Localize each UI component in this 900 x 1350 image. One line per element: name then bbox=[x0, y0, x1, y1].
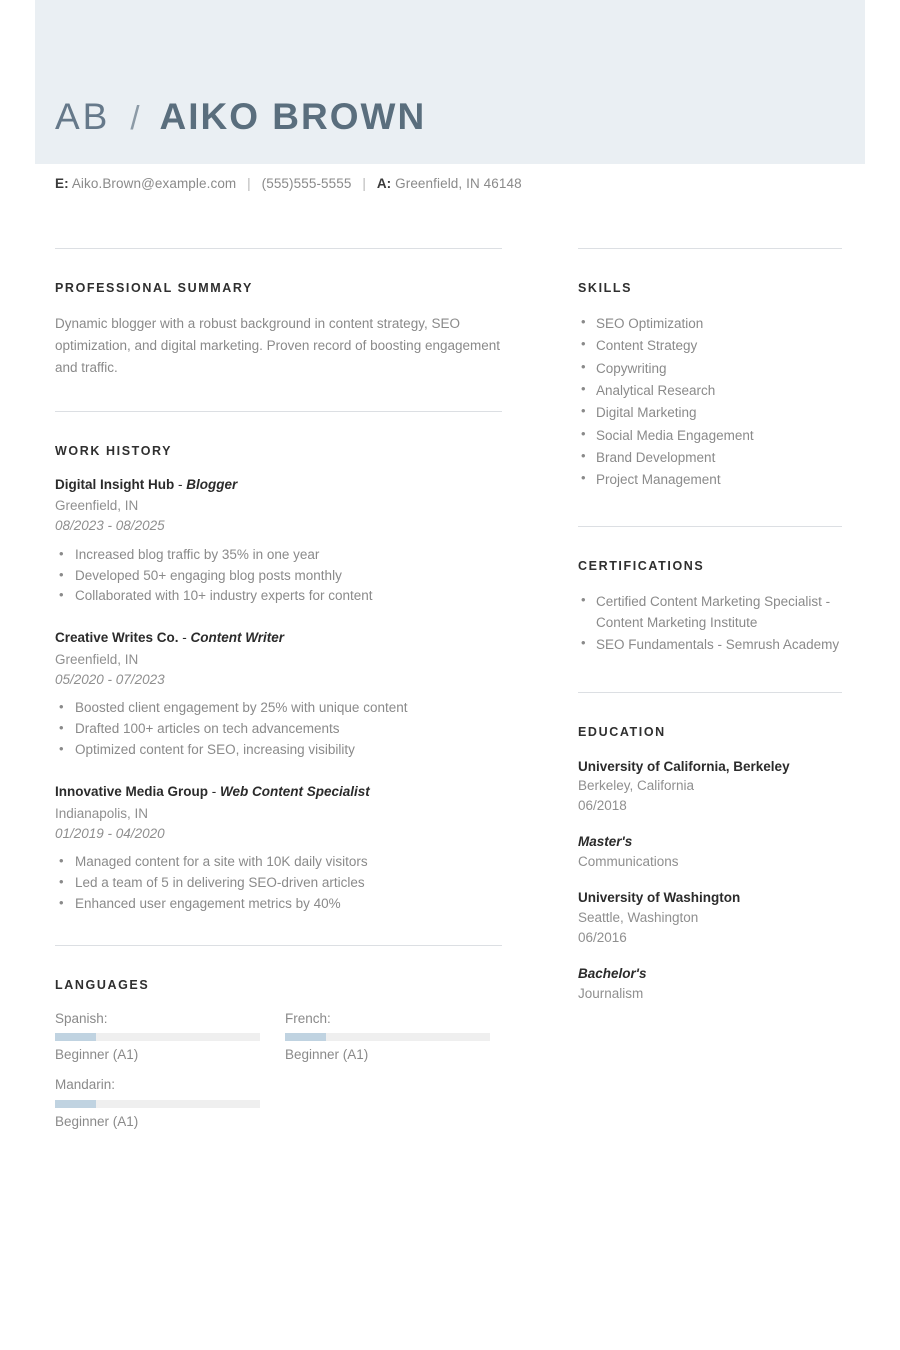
section-title-education: EDUCATION bbox=[578, 724, 666, 739]
language-item bbox=[55, 1010, 260, 1064]
section-title-certifications: CERTIFICATIONS bbox=[578, 558, 705, 573]
education-entry bbox=[578, 757, 842, 816]
job-location: Greenfield, IN bbox=[55, 498, 139, 514]
education-location: Berkeley, California bbox=[578, 778, 695, 794]
language-proficiency-bar bbox=[55, 1100, 260, 1108]
skill-item: • Social Media Engagement bbox=[578, 425, 842, 446]
language-proficiency-fill bbox=[55, 1100, 96, 1108]
job-bullets bbox=[55, 545, 502, 608]
language-proficiency-bar bbox=[285, 1033, 490, 1041]
certifications-list bbox=[578, 591, 842, 656]
skill-item: • Content Strategy bbox=[578, 335, 842, 356]
language-name: Spanish: bbox=[55, 1010, 108, 1026]
divider-certifications bbox=[578, 526, 842, 527]
job-dates: 01/2019 - 04/2020 bbox=[55, 825, 165, 841]
job-bullet: • Collaborated with 10+ industry experts for content bbox=[55, 586, 502, 607]
name-separator: / bbox=[130, 99, 140, 136]
education-school: University of Washington bbox=[578, 890, 741, 906]
job-title-line bbox=[55, 629, 502, 648]
skill-item: • Project Management bbox=[578, 469, 842, 490]
phone-value: (555)555-5555 bbox=[261, 176, 352, 191]
skill-item: • Digital Marketing bbox=[578, 402, 842, 423]
job-company: Creative Writes Co. bbox=[55, 630, 179, 646]
skills-list bbox=[578, 313, 842, 491]
divider-languages bbox=[55, 945, 502, 946]
contact-separator-1: | bbox=[247, 176, 251, 191]
job-bullet: • Developed 50+ engaging blog posts monthly bbox=[55, 566, 502, 587]
education-list bbox=[578, 757, 842, 1004]
job-company: Innovative Media Group bbox=[55, 784, 209, 800]
education-field: Journalism bbox=[578, 985, 644, 1001]
education-date: 06/2016 bbox=[578, 929, 627, 945]
contact-line bbox=[55, 176, 522, 191]
section-title-skills: SKILLS bbox=[578, 281, 633, 295]
skill-item: • SEO Optimization bbox=[578, 313, 842, 334]
education-degree-entry bbox=[578, 964, 842, 1003]
job-location: Indianapolis, IN bbox=[55, 806, 149, 822]
education-degree-entry bbox=[578, 832, 842, 871]
name-heading bbox=[55, 98, 426, 135]
job-dash: - bbox=[174, 476, 187, 492]
job-role: Blogger bbox=[186, 476, 238, 492]
education-school: University of California, Berkeley bbox=[578, 758, 790, 774]
job-bullets bbox=[55, 852, 502, 915]
job-entry bbox=[55, 629, 502, 761]
contact-separator-2: | bbox=[362, 176, 366, 191]
email-value: Aiko.Brown@example.com bbox=[71, 176, 237, 191]
education-field: Communications bbox=[578, 853, 679, 869]
job-dash: - bbox=[208, 784, 221, 800]
job-bullet: • Enhanced user engagement metrics by 40% bbox=[55, 894, 502, 915]
full-name: AIKO BROWN bbox=[159, 96, 427, 137]
education-degree: Bachelor's bbox=[578, 966, 647, 982]
certification-item: • SEO Fundamentals - Semrush Academy bbox=[578, 634, 842, 655]
section-title-summary: PROFESSIONAL SUMMARY bbox=[55, 281, 253, 295]
address-label: A: bbox=[376, 176, 392, 191]
address-value: Greenfield, IN 46148 bbox=[395, 176, 522, 191]
language-level: Beginner (A1) bbox=[55, 1047, 139, 1063]
skill-item: • Brand Development bbox=[578, 447, 842, 468]
skill-item: • Copywriting bbox=[578, 358, 842, 379]
job-bullets bbox=[55, 698, 502, 761]
divider-education bbox=[578, 692, 842, 693]
job-bullet: • Drafted 100+ articles on tech advancements bbox=[55, 719, 502, 740]
job-bullet: • Boosted client engagement by 25% with unique content bbox=[55, 698, 502, 719]
right-column bbox=[578, 248, 842, 1020]
certification-item: • Certified Content Marketing Specialist - Content Marketing Institute bbox=[578, 591, 842, 634]
left-column bbox=[55, 248, 502, 1130]
languages-grid bbox=[55, 1010, 502, 1130]
work-history-list bbox=[55, 476, 502, 915]
language-name: French: bbox=[285, 1010, 331, 1026]
summary-text: Dynamic blogger with a robust background in content strategy, SEO optimization, and digital marketing. Proven record of boosting engagement and traffic. bbox=[55, 316, 501, 375]
job-entry bbox=[55, 783, 502, 915]
education-location: Seattle, Washington bbox=[578, 909, 699, 925]
job-bullet: • Increased blog traffic by 35% in one year bbox=[55, 545, 502, 566]
language-item bbox=[55, 1076, 260, 1130]
section-title-languages: LANGUAGES bbox=[55, 977, 150, 992]
language-name: Mandarin: bbox=[55, 1077, 116, 1093]
initials-monogram: AB bbox=[55, 96, 111, 137]
job-role: Web Content Specialist bbox=[220, 784, 370, 800]
section-title-work-history: WORK HISTORY bbox=[55, 443, 173, 458]
job-entry bbox=[55, 476, 502, 608]
job-bullet: • Led a team of 5 in delivering SEO-driven articles bbox=[55, 873, 502, 894]
job-role: Content Writer bbox=[190, 630, 285, 646]
skill-item: • Analytical Research bbox=[578, 380, 842, 401]
job-location: Greenfield, IN bbox=[55, 652, 139, 668]
job-dates: 08/2023 - 08/2025 bbox=[55, 518, 165, 534]
job-bullet: • Managed content for a site with 10K daily visitors bbox=[55, 852, 502, 873]
job-dash: - bbox=[178, 630, 191, 646]
language-proficiency-fill bbox=[285, 1033, 326, 1041]
education-date: 06/2018 bbox=[578, 797, 627, 813]
job-title-line bbox=[55, 783, 502, 802]
job-company: Digital Insight Hub bbox=[55, 476, 175, 492]
language-proficiency-bar bbox=[55, 1033, 260, 1041]
divider-summary bbox=[55, 248, 502, 249]
language-item bbox=[285, 1010, 490, 1064]
education-entry bbox=[578, 888, 842, 947]
language-level: Beginner (A1) bbox=[55, 1113, 139, 1129]
header-banner bbox=[35, 0, 865, 164]
job-dates: 05/2020 - 07/2023 bbox=[55, 671, 165, 687]
job-title-line bbox=[55, 476, 502, 495]
job-bullet: • Optimized content for SEO, increasing visibility bbox=[55, 740, 502, 761]
education-degree: Master's bbox=[578, 834, 633, 850]
language-level: Beginner (A1) bbox=[285, 1047, 369, 1063]
divider-skills bbox=[578, 248, 842, 249]
divider-work-history bbox=[55, 411, 502, 412]
language-proficiency-fill bbox=[55, 1033, 96, 1041]
email-label: E: bbox=[55, 176, 69, 191]
